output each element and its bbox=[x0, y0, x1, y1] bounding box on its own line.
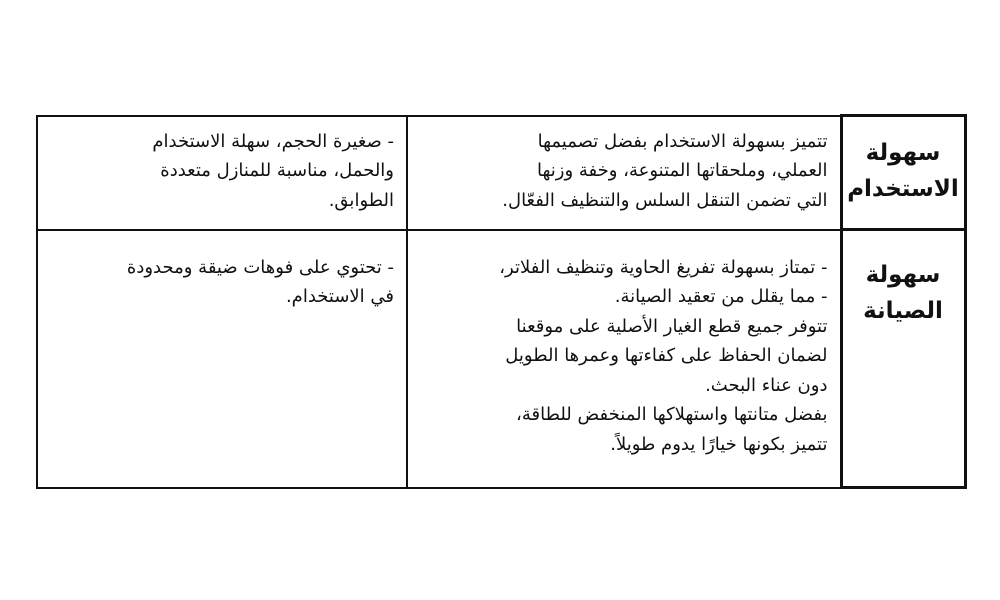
comparison-table bbox=[36, 114, 967, 489]
row-heading-ease-of-use: سهولة الاستخدام bbox=[847, 140, 959, 202]
row-heading-ease-of-maintenance: سهولة الصيانة bbox=[863, 262, 943, 324]
maintenance-comparison: - تحتوي على فوهات ضيقة ومحدودة في الاستخدام. bbox=[126, 256, 394, 307]
table-row-ease-of-maintenance bbox=[37, 230, 965, 488]
description-cell bbox=[407, 116, 841, 230]
comparison-cell bbox=[37, 116, 407, 230]
ease-of-use-description: تتميز بسهولة الاستخدام بفضل تصميمها العملي، وملحقاتها المتنوعة، وخفة وزنها التي تضمن التنقل السلس والتنظيف الفعّال. bbox=[502, 130, 828, 211]
comparison-cell bbox=[37, 230, 407, 488]
row-heading-cell bbox=[841, 116, 965, 230]
ease-of-use-comparison: - صغيرة الحجم، سهلة الاستخدام والحمل، مناسبة للمنازل متعددة الطوابق. bbox=[152, 130, 394, 211]
table-row-ease-of-use bbox=[37, 116, 965, 230]
description-cell bbox=[407, 230, 841, 488]
maintenance-description: - تمتاز بسهولة تفريغ الحاوية وتنظيف الفلاتر، - مما يقلل من تعقيد الصيانة. تتوفر جميع قطع الغيار الأصلية على موقعنا لضمان الحفاظ على كفاءتها وعمرها الطويل دون عناء البحث. بفضل متانتها واستهلاكها المنخفض للطاقة، تتميز بكونها خيارًا يدوم طويلاً. bbox=[499, 256, 828, 455]
row-heading-cell bbox=[841, 230, 965, 488]
